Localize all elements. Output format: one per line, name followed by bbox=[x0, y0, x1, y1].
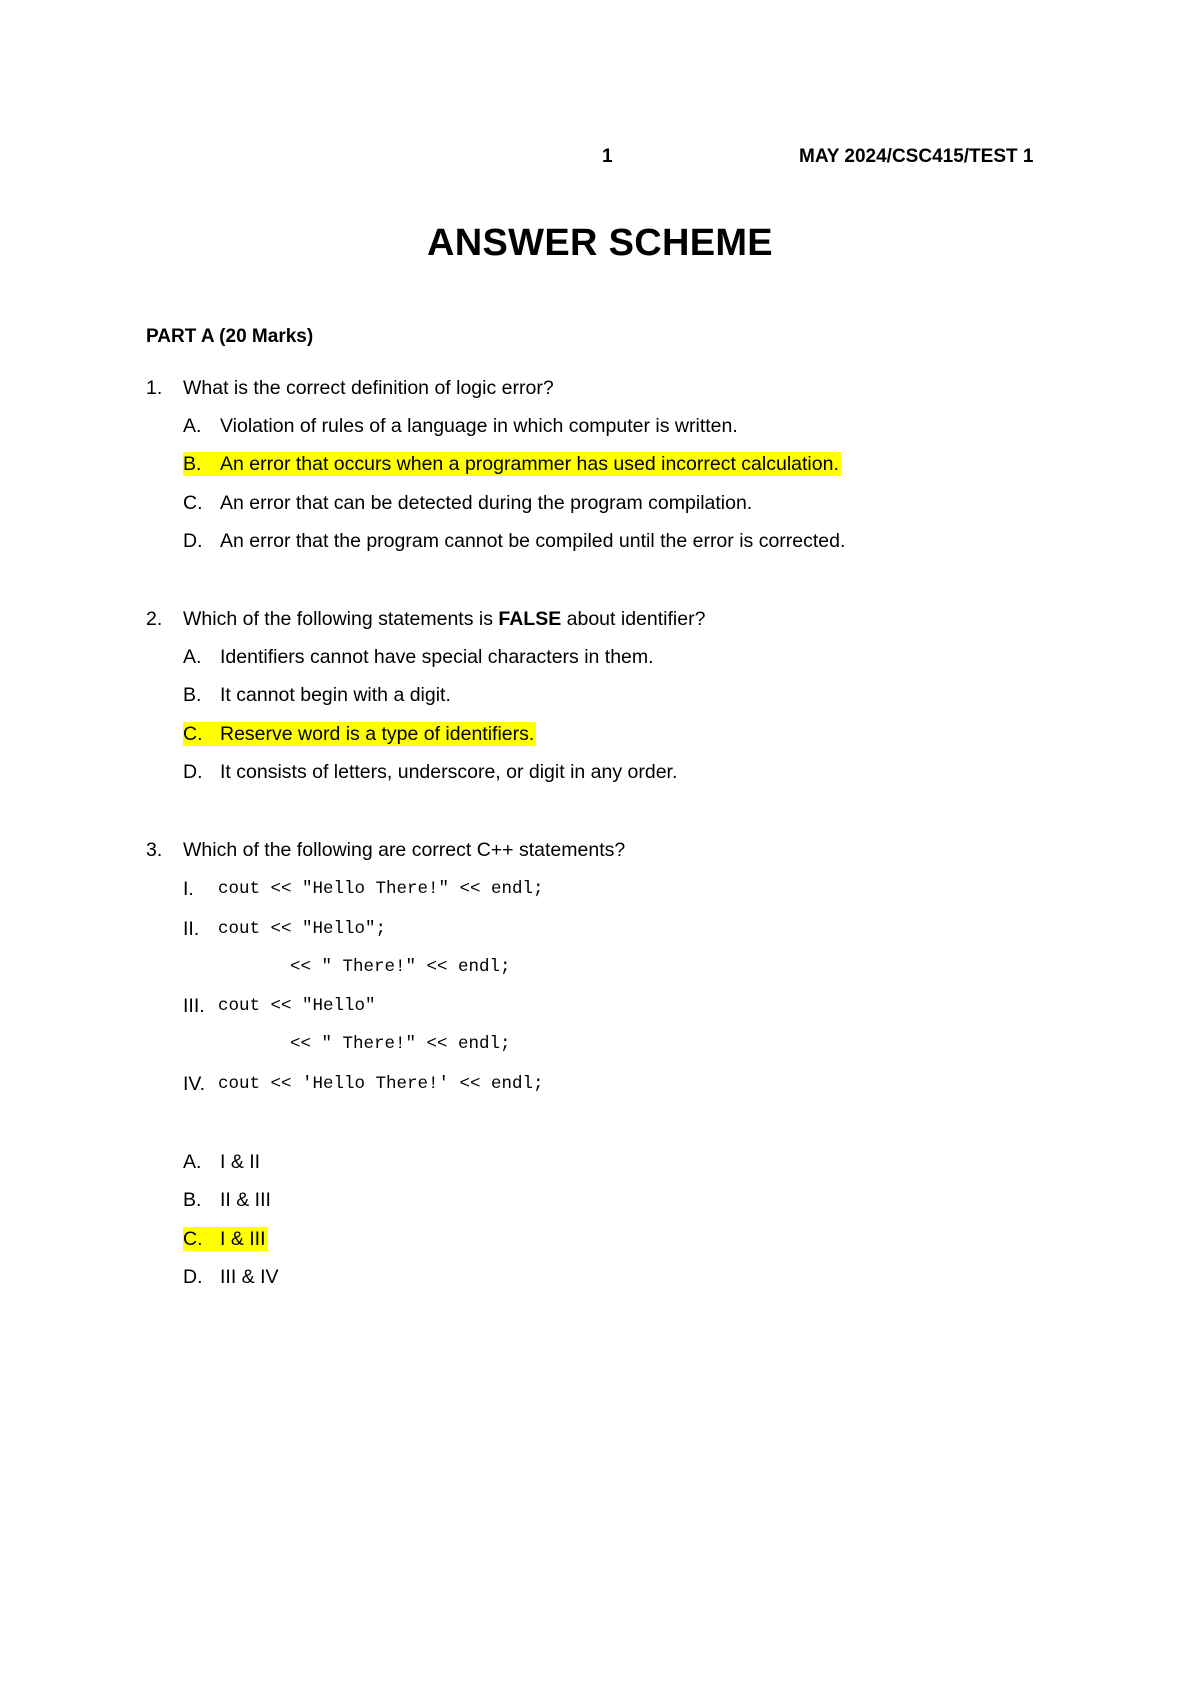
statement-code: cout << "Hello" bbox=[218, 996, 376, 1016]
option-text: I & II bbox=[220, 1151, 261, 1173]
statement-label: III. bbox=[183, 995, 205, 1017]
option-text: It cannot begin with a digit. bbox=[220, 684, 451, 706]
option-label: D. bbox=[183, 530, 203, 552]
page-number: 1 bbox=[602, 146, 613, 167]
statement-code: cout << 'Hello There!' << endl; bbox=[218, 1074, 544, 1094]
emphasis-false: FALSE bbox=[498, 608, 562, 630]
option-label: A. bbox=[183, 1151, 202, 1173]
option-text: II & III bbox=[220, 1189, 271, 1211]
option-label: A. bbox=[183, 646, 202, 668]
option-text: I & III bbox=[220, 1228, 266, 1250]
option-text: An error that the program cannot be compiled until the error is corrected. bbox=[220, 530, 846, 552]
question-number: 2. bbox=[146, 608, 163, 630]
option-text: III & IV bbox=[220, 1266, 279, 1288]
option-text: It consists of letters, underscore, or digit in any order. bbox=[220, 761, 678, 783]
option-label: B. bbox=[183, 1189, 202, 1211]
option-text: An error that occurs when a programmer has used incorrect calculation. bbox=[220, 453, 839, 475]
option-text: Identifiers cannot have special characters in them. bbox=[220, 646, 654, 668]
option-label: B. bbox=[183, 452, 222, 476]
statement-label: I. bbox=[183, 878, 194, 900]
question-number: 3. bbox=[146, 839, 163, 861]
section-title: PART A (20 Marks) bbox=[146, 326, 314, 347]
question-number: 1. bbox=[146, 377, 163, 399]
statement-label: IV. bbox=[183, 1073, 206, 1095]
statement-code: cout << "Hello"; bbox=[218, 919, 387, 939]
option-label: C. bbox=[183, 492, 203, 514]
test-code: MAY 2024/CSC415/TEST 1 bbox=[799, 146, 1034, 167]
question-text: What is the correct definition of logic error? bbox=[183, 377, 554, 399]
option-label: C. bbox=[183, 722, 222, 746]
option-label: C. bbox=[183, 1227, 222, 1251]
option-text: Reserve word is a type of identifiers. bbox=[220, 723, 535, 745]
statement-label: II. bbox=[183, 918, 200, 940]
option-label: D. bbox=[183, 1266, 203, 1288]
statement-code-continuation: << " There!" << endl; bbox=[290, 957, 511, 977]
question-text: Which of the following statements is FALSE about identifier? bbox=[183, 608, 706, 630]
option-label: D. bbox=[183, 761, 203, 783]
document-title: ANSWER SCHEME bbox=[427, 222, 773, 264]
statement-code-continuation: << " There!" << endl; bbox=[290, 1034, 511, 1054]
option-label: A. bbox=[183, 415, 202, 437]
option-label: B. bbox=[183, 684, 202, 706]
option-text: Violation of rules of a language in which computer is written. bbox=[220, 415, 738, 437]
statement-code: cout << "Hello There!" << endl; bbox=[218, 879, 544, 899]
option-text: An error that can be detected during the program compilation. bbox=[220, 492, 753, 514]
question-text: Which of the following are correct C++ statements? bbox=[183, 839, 626, 861]
